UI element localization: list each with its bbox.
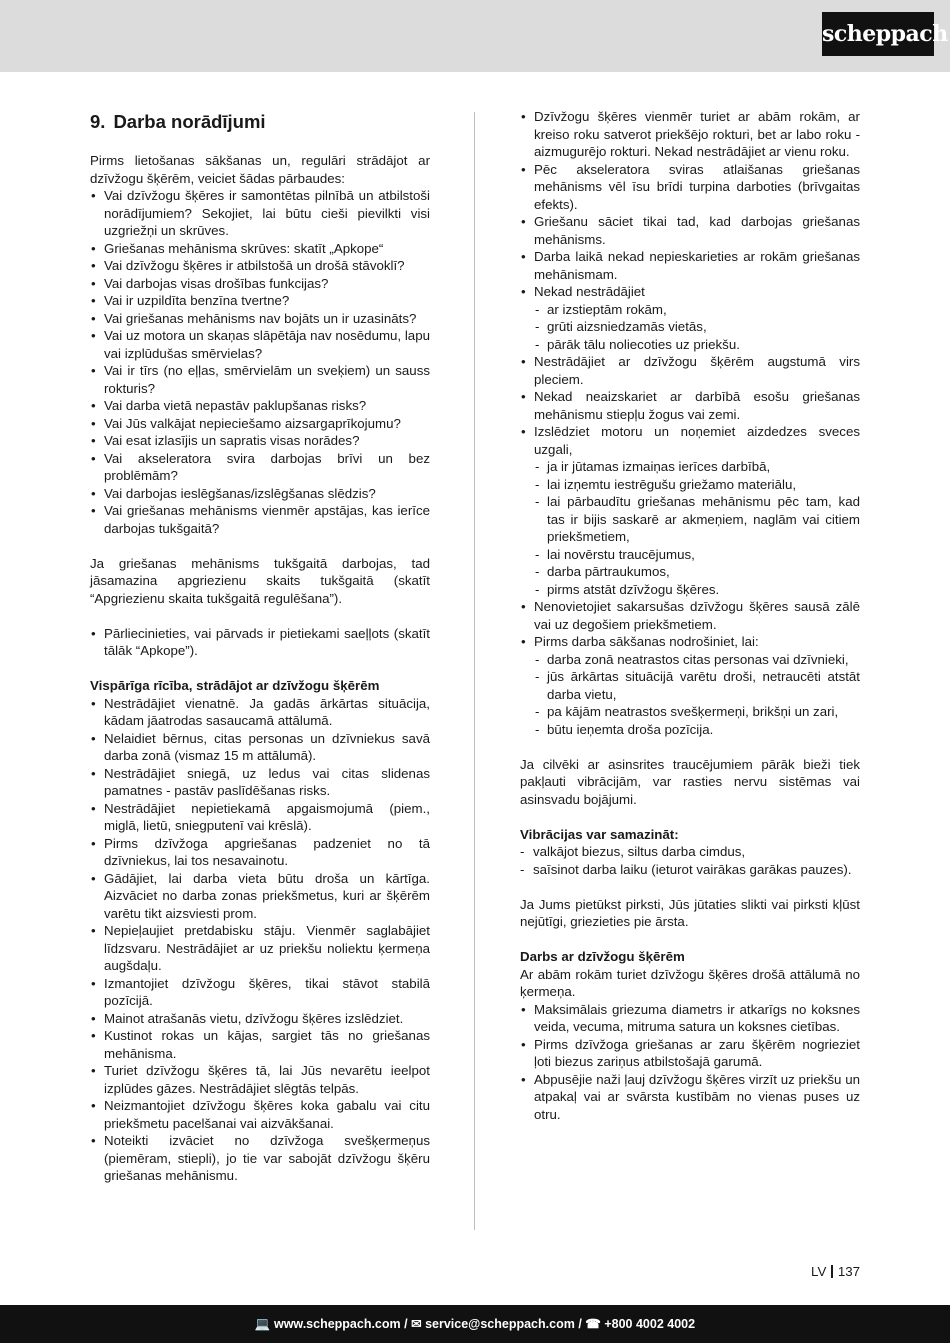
- general-list: [90, 695, 430, 1185]
- phone-icon: ☎: [585, 1317, 601, 1331]
- list-item: • Maksimālais griezuma diametrs ir atkarīgs no koksnes veida, vecuma, mitruma satura un koksnes cietības.: [520, 1001, 860, 1036]
- sub-list-item: - pārāk tālu noliecoties uz priekšu.: [520, 336, 860, 354]
- handling-list: [520, 108, 860, 738]
- list-item: • Turiet dzīvžogu šķēres tā, lai Jūs nevarētu ieelpot izplūdes gāzes. Nestrādājiet slēgtās telpās.: [90, 1062, 430, 1097]
- list-item: • Nestrādājiet sniegā, uz ledus vai citas slidenas pamatnes - pastāv paslīdēšanas risks.: [90, 765, 430, 800]
- brand-logo: scheppach: [822, 12, 934, 56]
- list-item: - saīsinot darba laiku (ieturot vairākas garākas pauzes).: [520, 861, 860, 879]
- intro-text: Pirms lietošanas sākšanas un, regulāri strādājot ar dzīvžogu šķērēm, veiciet šādas pārbaudes:: [90, 153, 430, 186]
- list-item: • Vai ir tīrs (no eļļas, smērvielām un sveķiem) un sauss rokturis?: [90, 362, 430, 397]
- general-heading: Vispārīga rīcība, strādājot ar dzīvžogu šķērēm: [90, 678, 380, 693]
- vibration-list: [520, 843, 860, 878]
- list-item: • Pirms darba sākšanas nodrošiniet, lai:: [520, 633, 860, 651]
- vibration-heading: Vibrācijas var samazināt:: [520, 826, 679, 842]
- sub-list-item: - pirms atstāt dzīvžogu šķēres.: [520, 581, 860, 599]
- list-item: • Izslēdziet motoru un noņemiet aizdedzes sveces uzgali,: [520, 423, 860, 458]
- list-item: • Noteikti izvāciet no dzīvžoga svešķermeņus (piemēram, stiepli), jo tie var sabojāt dzīvžogu šķēru griešanas mehānismu.: [90, 1132, 430, 1185]
- sub-list-item: - jūs ārkārtas situācijā varētu droši, netraucēti atstāt darba vietu,: [520, 668, 860, 703]
- list-item: • Abpusējie naži ļauj dzīvžogu šķēres virzīt uz priekšu un atpakaļ vai ar svārsta kustībām no vienas puses uz otru.: [520, 1071, 860, 1124]
- list-item: • Vai uz motora un skaņas slāpētāja nav nosēdumu, lapu vai izplūdušas smērvielas?: [90, 327, 430, 362]
- sub-list-item: - ja ir jūtamas izmaiņas ierīces darbībā,: [520, 458, 860, 476]
- idle-note: Ja griešanas mehānisms tukšgaitā darbojas, tad jāsamazina apgriezienu skaits tukšgaitā (skatīt “Apgriezienu skaita tukšgaitā regulēšana”).: [90, 555, 430, 606]
- sub-list-item: - lai novērstu traucējumus,: [520, 546, 860, 564]
- list-item: • Griešanas mehānisma skrūves: skatīt „Apkope“: [90, 240, 430, 258]
- list-item: • Vai darbojas ieslēgšanas/izslēgšanas slēdzis?: [90, 485, 430, 503]
- column-divider: [474, 112, 475, 1230]
- list-item: • Griešanu sāciet tikai tad, kad darbojas griešanas mehānisms.: [520, 213, 860, 248]
- list-item: • Vai darbojas visas drošības funkcijas?: [90, 275, 430, 293]
- list-item: • Vai Jūs valkājat nepieciešamo aizsargaprīkojumu?: [90, 415, 430, 433]
- work-intro: Ar abām rokām turiet dzīvžogu šķēres drošā attālumā no ķermeņa.: [520, 966, 860, 999]
- checks-list: [90, 187, 430, 537]
- sub-list-item: - būtu ieņemta droša pozīcija.: [520, 721, 860, 739]
- list-item: • Izmantojiet dzīvžogu šķēres, tikai stāvot stabilā pozīcijā.: [90, 975, 430, 1010]
- list-item: • Nelaidiet bērnus, citas personas un dzīvniekus savā darba zonā (vismaz 15 m attālumā).: [90, 730, 430, 765]
- list-item: • Nestrādājiet ar dzīvžogu šķērēm augstumā virs pleciem.: [520, 353, 860, 388]
- footer-email[interactable]: service@scheppach.com: [425, 1317, 575, 1331]
- list-item: • Mainot atrašanās vietu, dzīvžogu šķēres izslēdziet.: [90, 1010, 430, 1028]
- footer-web[interactable]: www.scheppach.com: [273, 1317, 401, 1331]
- sub-list-item: - ar izstieptām rokām,: [520, 301, 860, 319]
- computer-icon: 💻: [254, 1317, 271, 1331]
- list-item: • Nenovietojiet sakarsušas dzīvžogu šķēres sausā zālē vai uz degošiem priekšmetiem.: [520, 598, 860, 633]
- sub-list-item: - lai izņemtu iestrēgušu griežamo materiālu,: [520, 476, 860, 494]
- right-column: [520, 108, 860, 1123]
- list-item: • Pirms dzīvžoga griešanas ar zaru šķērēm nogrieziet ļoti biezus zariņus atbilstošajā garumā.: [520, 1036, 860, 1071]
- footer-phone[interactable]: +800 4002 4002: [604, 1317, 696, 1331]
- work-heading: Darbs ar dzīvžogu šķērēm: [520, 949, 685, 964]
- list-item: • Pārliecinieties, vai pārvads ir pietiekami saeļļots (skatīt tālāk “Apkope”).: [90, 625, 430, 660]
- list-item: • Nepieļaujiet pretdabisku stāju. Vienmēr saglabājiet līdzsvaru. Nestrādājiet ar uz priekšu noliektu ķermeņa augšdaļu.: [90, 922, 430, 975]
- list-item: • Vai griešanas mehānisms vienmēr apstājas, kas ierīce darbojas tukšgaitā?: [90, 502, 430, 537]
- sub-list-item: - grūti aizsniedzamās vietās,: [520, 318, 860, 336]
- list-item: • Vai esat izlasījis un sapratis visas norādes?: [90, 432, 430, 450]
- email-icon: ✉: [411, 1317, 422, 1331]
- transport-list: [90, 625, 430, 660]
- list-item: • Pirms dzīvžoga apgriešanas padzeniet no tā dzīvniekus, lai tos nesavainotu.: [90, 835, 430, 870]
- work-list: [520, 1001, 860, 1124]
- list-item: • Neizmantojiet dzīvžogu šķēres koka gabalu vai citu priekšmetu pacelšanai vai aizvākšanai.: [90, 1097, 430, 1132]
- list-item: • Nestrādājiet nepietiekamā apgaismojumā (piem., miglā, lietū, sniegputenī vai krēslā).: [90, 800, 430, 835]
- sub-list-item: - darba pārtraukumos,: [520, 563, 860, 581]
- footer-bar: 💻 www.scheppach.com / ✉ service@scheppach.com / ☎ +800 4002 4002: [0, 1305, 950, 1343]
- list-item: • Gādājiet, lai darba vieta būtu droša un kārtīga. Aizvāciet no darba zonas priekšmetus, kuri ar šķērēm varētu tikt aizsviesti prom.: [90, 870, 430, 923]
- list-item: • Darba laikā nekad nepieskarieties ar rokām griešanas mehānismam.: [520, 248, 860, 283]
- list-item: • Vai dzīvžogu šķēres ir atbilstošā un drošā stāvoklī?: [90, 257, 430, 275]
- list-item: • Nekad nestrādājiet: [520, 283, 860, 301]
- section-title: 9. Darba norādījumi: [90, 111, 266, 132]
- list-item: • Pēc akseleratora sviras atlaišanas griešanas mehānisms vēl īsu brīdi turpina darboties (brīvgaitas efekts).: [520, 161, 860, 214]
- list-item: • Nestrādājiet vienatnē. Ja gadās ārkārtas situācija, kādam jāatrodas sasaucamā attālumā.: [90, 695, 430, 730]
- sub-list-item: - lai pārbaudītu griešanas mehānismu pēc tam, kad tas ir bijis saskarē ar akmeņiem, naglām vai citiem priekšmetiem,: [520, 493, 860, 546]
- list-item: - valkājot biezus, siltus darba cimdus,: [520, 843, 860, 861]
- header-band: [0, 0, 950, 72]
- sub-list-item: - darba zonā neatrastos citas personas vai dzīvnieki,: [520, 651, 860, 669]
- list-item: • Dzīvžogu šķēres vienmēr turiet ar abām rokām, ar kreiso roku satverot priekšējo rokturi, bet ar labo roku - aizmugurējo rokturi. Nekad nestrādājiet ar vienu roku.: [520, 108, 860, 161]
- list-item: • Vai griešanas mehānisms nav bojāts un ir uzasināts?: [90, 310, 430, 328]
- sub-list-item: - pa kājām neatrastos svešķermeņi, brikšņi un zari,: [520, 703, 860, 721]
- page-number-separator: [831, 1265, 833, 1278]
- list-item: • Vai ir uzpildīta benzīna tvertne?: [90, 292, 430, 310]
- circulation-note: Ja cilvēki ar asinsrites traucējumiem pārāk bieži tiek pakļauti vibrācijām, var rasties nervu sistēmas vai asinsvadu bojājumi.: [520, 756, 860, 807]
- list-item: • Vai darba vietā nepastāv paklupšanas risks?: [90, 397, 430, 415]
- list-item: • Vai akseleratora svira darbojas brīvi un bez problēmām?: [90, 450, 430, 485]
- list-item: • Kustinot rokas un kājas, sargiet tās no griešanas mehānisma.: [90, 1027, 430, 1062]
- page-number: LV 137: [811, 1264, 860, 1279]
- list-item: • Nekad neaizskariet ar darbībā esošu griešanas mehānismu stiepļu žogus vai zemi.: [520, 388, 860, 423]
- doctor-note: Ja Jums pietūkst pirksti, Jūs jūtaties slikti vai pirksti kļūst nejūtīgi, griezieties pie ārsta.: [520, 896, 860, 929]
- list-item: • Vai dzīvžogu šķēres ir samontētas pilnībā un atbilstoši norādījumiem? Sekojiet, lai būtu cieši pievilkti visi uzgriežņi un skrūves.: [90, 187, 430, 240]
- left-column: [90, 108, 430, 1185]
